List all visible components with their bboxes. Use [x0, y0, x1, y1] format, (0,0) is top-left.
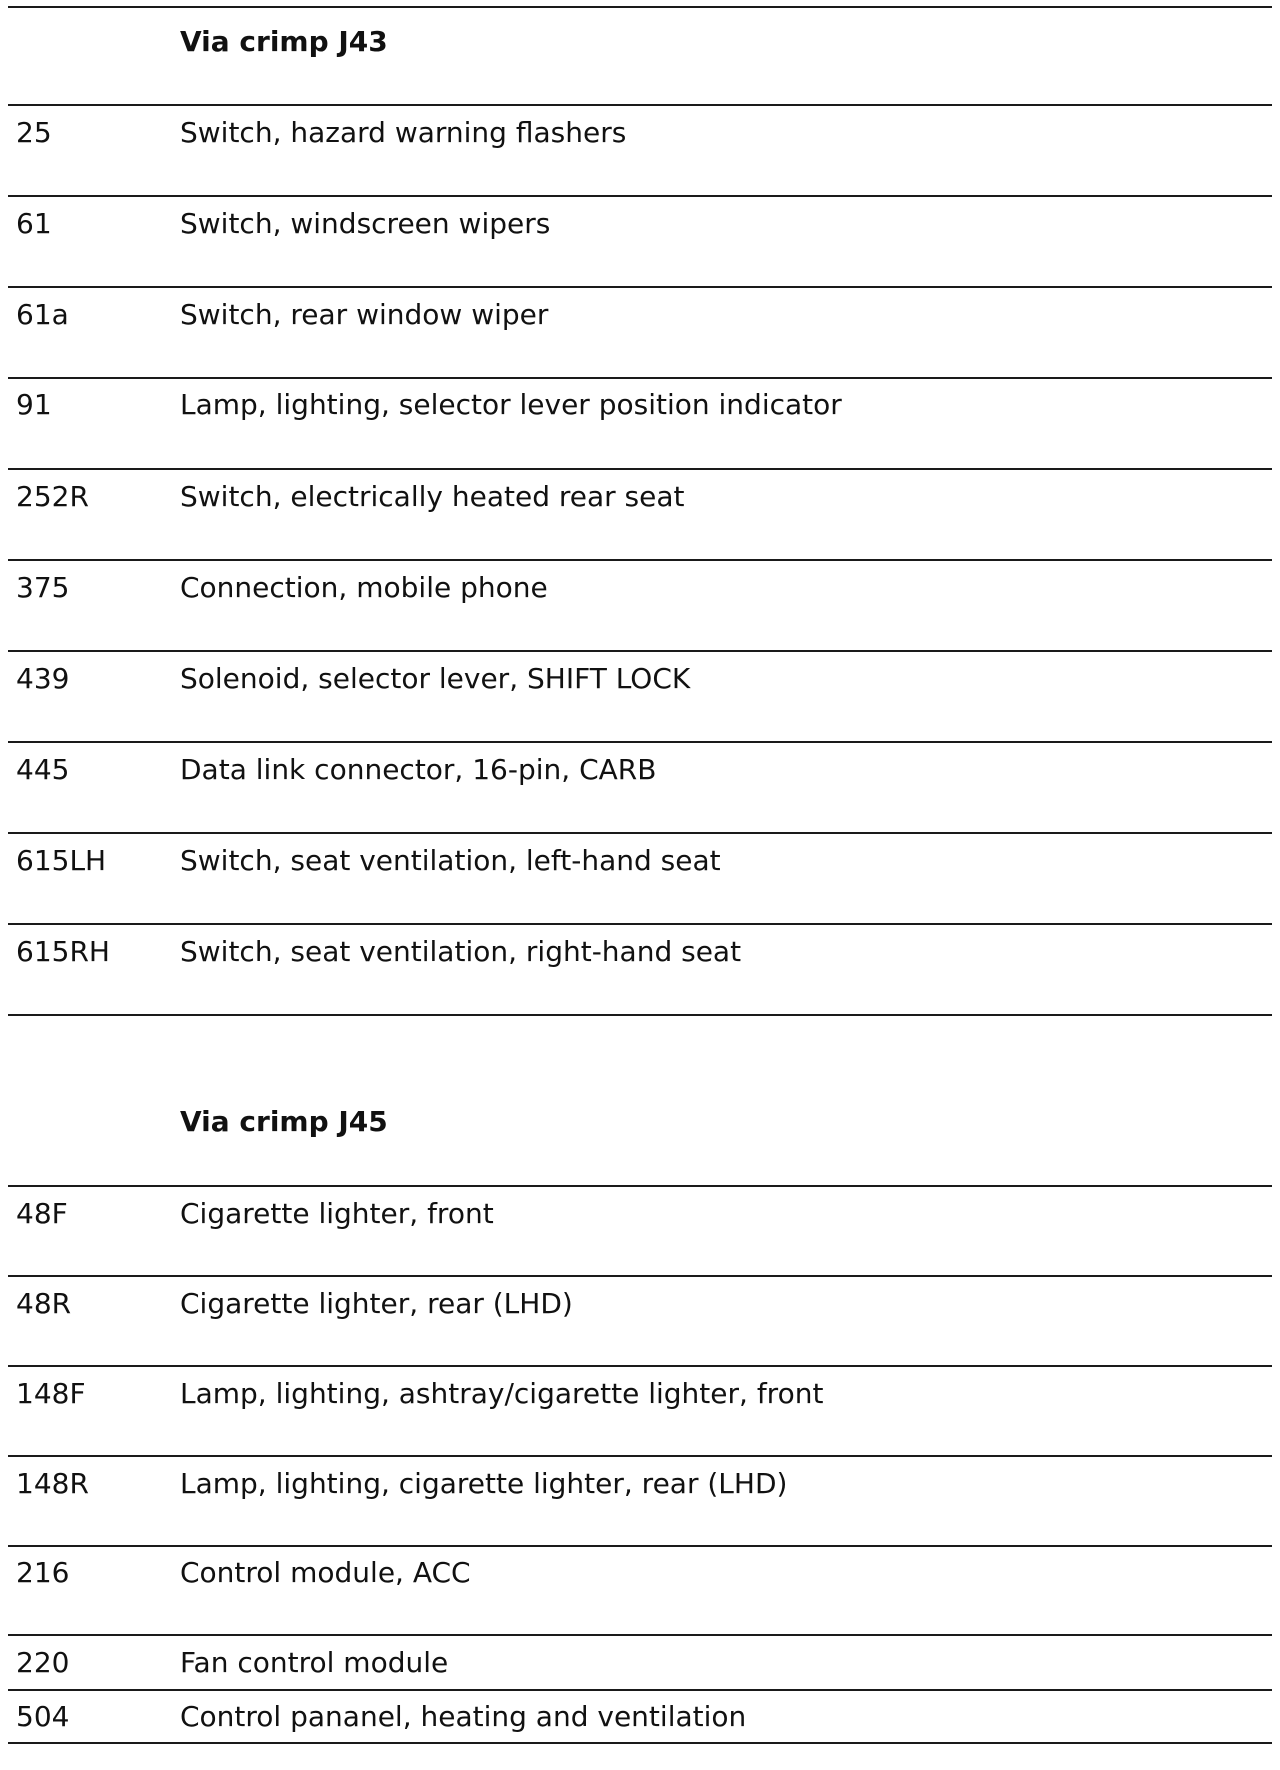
table-row — [0, 1374, 1280, 1414]
component-code: 48R — [16, 1287, 72, 1320]
table-row — [0, 295, 1280, 335]
component-code: 375 — [16, 571, 70, 604]
divider — [8, 1275, 1272, 1277]
divider — [8, 468, 1272, 470]
component-code: 148F — [16, 1377, 86, 1410]
component-description: Switch, seat ventilation, left-hand seat — [180, 844, 721, 877]
component-description: Lamp, lighting, cigarette lighter, rear (LHD) — [180, 1467, 788, 1500]
component-description: Lamp, lighting, selector lever position indicator — [180, 388, 842, 421]
divider — [8, 741, 1272, 743]
table-row — [0, 932, 1280, 972]
table-row — [0, 113, 1280, 153]
component-description: Switch, seat ventilation, right-hand seat — [180, 935, 742, 968]
component-code: 61a — [16, 298, 69, 331]
divider — [8, 286, 1272, 288]
component-description: Switch, electrically heated rear seat — [180, 480, 685, 513]
component-description: Switch, hazard warning flashers — [180, 116, 627, 149]
table-row — [0, 659, 1280, 699]
component-description: Switch, windscreen wipers — [180, 207, 551, 240]
divider — [8, 1634, 1272, 1636]
component-code: 48F — [16, 1197, 68, 1230]
divider — [8, 650, 1272, 652]
divider — [8, 559, 1272, 561]
component-code: 445 — [16, 753, 70, 786]
divider — [8, 1185, 1272, 1187]
table-row — [0, 477, 1280, 517]
component-description: Connection, mobile phone — [180, 571, 548, 604]
divider — [8, 923, 1272, 925]
component-description: Data link connector, 16-pin, CARB — [180, 753, 657, 786]
table-row — [0, 1697, 1280, 1737]
component-description: Lamp, lighting, ashtray/cigarette lighter, front — [180, 1377, 824, 1410]
divider — [8, 1545, 1272, 1547]
component-description: Cigarette lighter, front — [180, 1197, 494, 1230]
component-code: 220 — [16, 1646, 70, 1679]
table-row — [0, 1464, 1280, 1504]
component-description: Control module, ACC — [180, 1556, 471, 1589]
component-code: 252R — [16, 480, 89, 513]
component-description: Fan control module — [180, 1646, 449, 1679]
table-row — [0, 568, 1280, 608]
divider — [8, 1455, 1272, 1457]
component-description: Cigarette lighter, rear (LHD) — [180, 1287, 573, 1320]
table-row — [0, 841, 1280, 881]
divider — [8, 1014, 1272, 1016]
component-description: Control pananel, heating and ventilation — [180, 1700, 747, 1733]
divider — [8, 1365, 1272, 1367]
table-row — [0, 385, 1280, 425]
component-description: Switch, rear window wiper — [180, 298, 549, 331]
component-code: 439 — [16, 662, 70, 695]
table-row — [0, 204, 1280, 244]
divider — [8, 195, 1272, 197]
section-heading: Via crimp J45 — [180, 1105, 388, 1138]
component-code: 615RH — [16, 935, 110, 968]
component-code: 615LH — [16, 844, 107, 877]
table-row — [0, 1553, 1280, 1593]
component-code: 91 — [16, 388, 52, 421]
component-code: 504 — [16, 1700, 70, 1733]
divider — [8, 104, 1272, 106]
table-row — [0, 1194, 1280, 1234]
divider — [8, 832, 1272, 834]
divider — [8, 1742, 1272, 1744]
section-heading: Via crimp J43 — [180, 25, 388, 58]
component-code: 148R — [16, 1467, 89, 1500]
component-description: Solenoid, selector lever, SHIFT LOCK — [180, 662, 691, 695]
divider — [8, 377, 1272, 379]
component-code: 25 — [16, 116, 52, 149]
component-code: 61 — [16, 207, 52, 240]
divider — [8, 6, 1272, 8]
table-row — [0, 750, 1280, 790]
divider — [8, 1689, 1272, 1691]
table-row — [0, 1284, 1280, 1324]
component-code: 216 — [16, 1556, 70, 1589]
table-row — [0, 1643, 1280, 1683]
